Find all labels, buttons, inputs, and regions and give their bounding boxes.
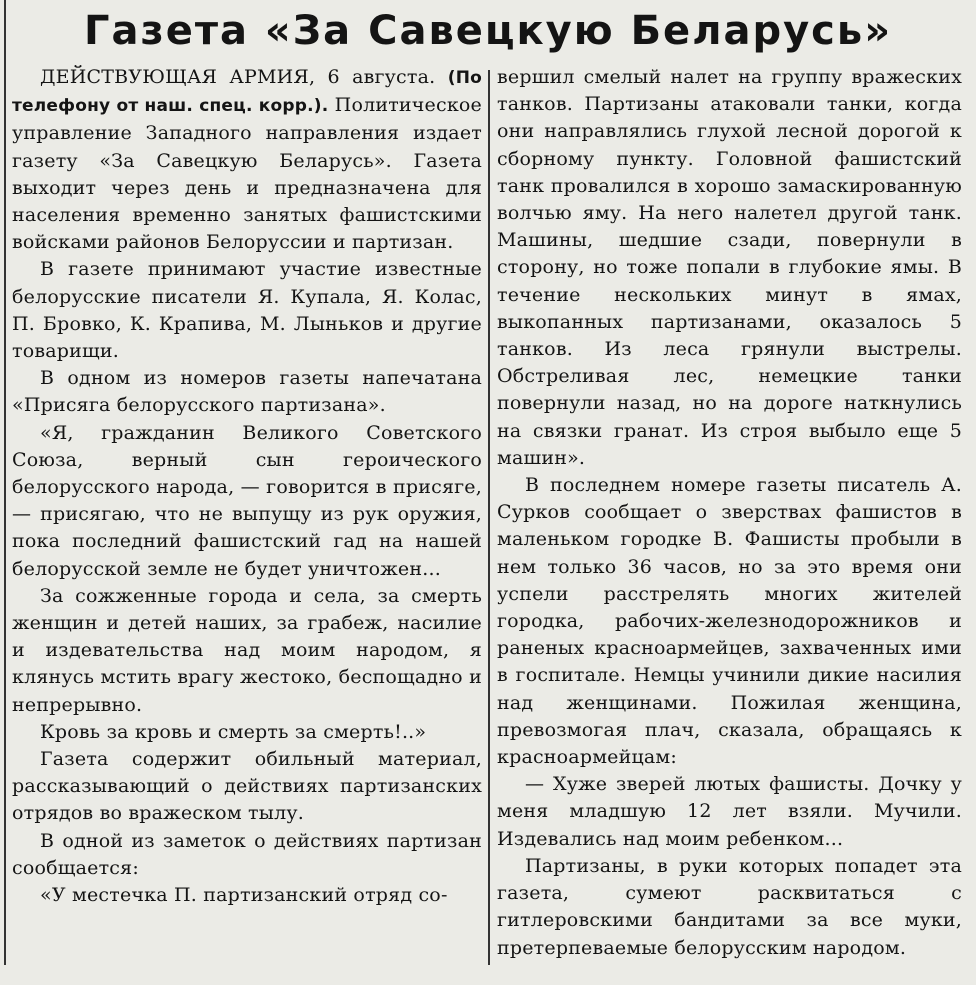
- paragraph-writers: В газете принимают участие известные белорусские писатели Я. Купала, Я. Колас, П. Бровко, К. Крапива, М. Лыньков и другие товарищи.: [12, 258, 482, 363]
- left-column: [12, 64, 482, 909]
- paragraph-oath-quote: «Я, гражданин Великого Советского Союза, верный сын героического белорусского народа, — говорится в присяге, — присягаю, что не выпущу из рук оружия, пока последний фашистский гад на нашей белорусской земле не будет уничтожен...: [12, 421, 482, 580]
- right-column: [497, 64, 962, 962]
- paragraph-woman-quote: — Хуже зверей лютых фашисты. Дочку у меня младшую 12 лет взяли. Мучили. Издевались над моим ребенком...: [497, 773, 962, 850]
- lead-text: Политическое управление Западного направления издает газету «За Савецкую Беларусь». Газета выходит через день и предназначена для населения временно занятых фашистскими войсками районов Белоруссии и партизан.: [12, 94, 482, 254]
- paragraph-oath-vow: За сожженные города и села, за смерть женщин и детей наших, за грабеж, насилие и издевательства над моим народом, я клянусь мстить врагу жестоко, беспощадно и непрерывно.: [12, 584, 482, 716]
- paragraph-report-continued: вершил смелый налет на группу вражеских танков. Партизаны атаковали танки, когда они направлялись глухой лесной дорогой к сборному пункту. Головной фашистский танк провалился в хорошо замаскированную волчью яму. На него налетел другой танк. Машины, шедшие сзади, повернули в сторону, но тоже попали в глубокие ямы. В течение нескольких минут в ямах, выкопанных партизанами, оказалось 5 танков. Из леса грянули выстрелы. Обстреливая лес, немецкие танки повернули назад, но на дороге наткнулись на связки гранат. Из строя выбыло еще 5 машин».: [497, 66, 962, 469]
- lead-paragraph: [12, 64, 482, 256]
- paragraph-report-intro: В одной из заметок о действиях партизан сообщается:: [12, 829, 482, 879]
- byline: (По телефону от наш. спец. корр.).: [12, 68, 482, 117]
- paragraph-report-start: «У местечка П. партизанский отряд со-: [40, 884, 448, 907]
- paragraph-oath-intro: В одном из номеров газеты напечатана «Присяга белорусского партизана».: [12, 367, 482, 417]
- column-divider: [488, 70, 490, 965]
- dateline: ДЕЙСТВУЮЩАЯ АРМИЯ, 6 августа.: [40, 66, 436, 88]
- paragraph-contents: Газета содержит обильный материал, рассказывающий о действиях партизанских отрядов во вражеском тылу.: [12, 748, 482, 825]
- left-border-rule: [4, 0, 6, 965]
- paragraph-surkov: В последнем номере газеты писатель А. Сурков сообщает о зверствах фашистов в маленьком городке В. Фашисты пробыли в нем только 36 часов, но за это время они успели расстрелять многих жителей городка, рабочих-железнодорожников и раненых красноармейцев, захваченных ими в госпитале. Немцы учинили дикие насилия над женщинами. Пожилая женщина, превозмогая плач, сказала, обращаясь к красноармейцам:: [497, 474, 962, 769]
- paragraph-closing: Партизаны, в руки которых попадет эта газета, сумеют расквитаться с гитлеровскими бандитами за все муки, претерпеваемые белорусским народом.: [497, 854, 962, 959]
- paragraph-oath-end: Кровь за кровь и смерть за смерть!..»: [40, 720, 427, 743]
- article-headline: Газета «За Савецкую Беларусь»: [83, 8, 893, 54]
